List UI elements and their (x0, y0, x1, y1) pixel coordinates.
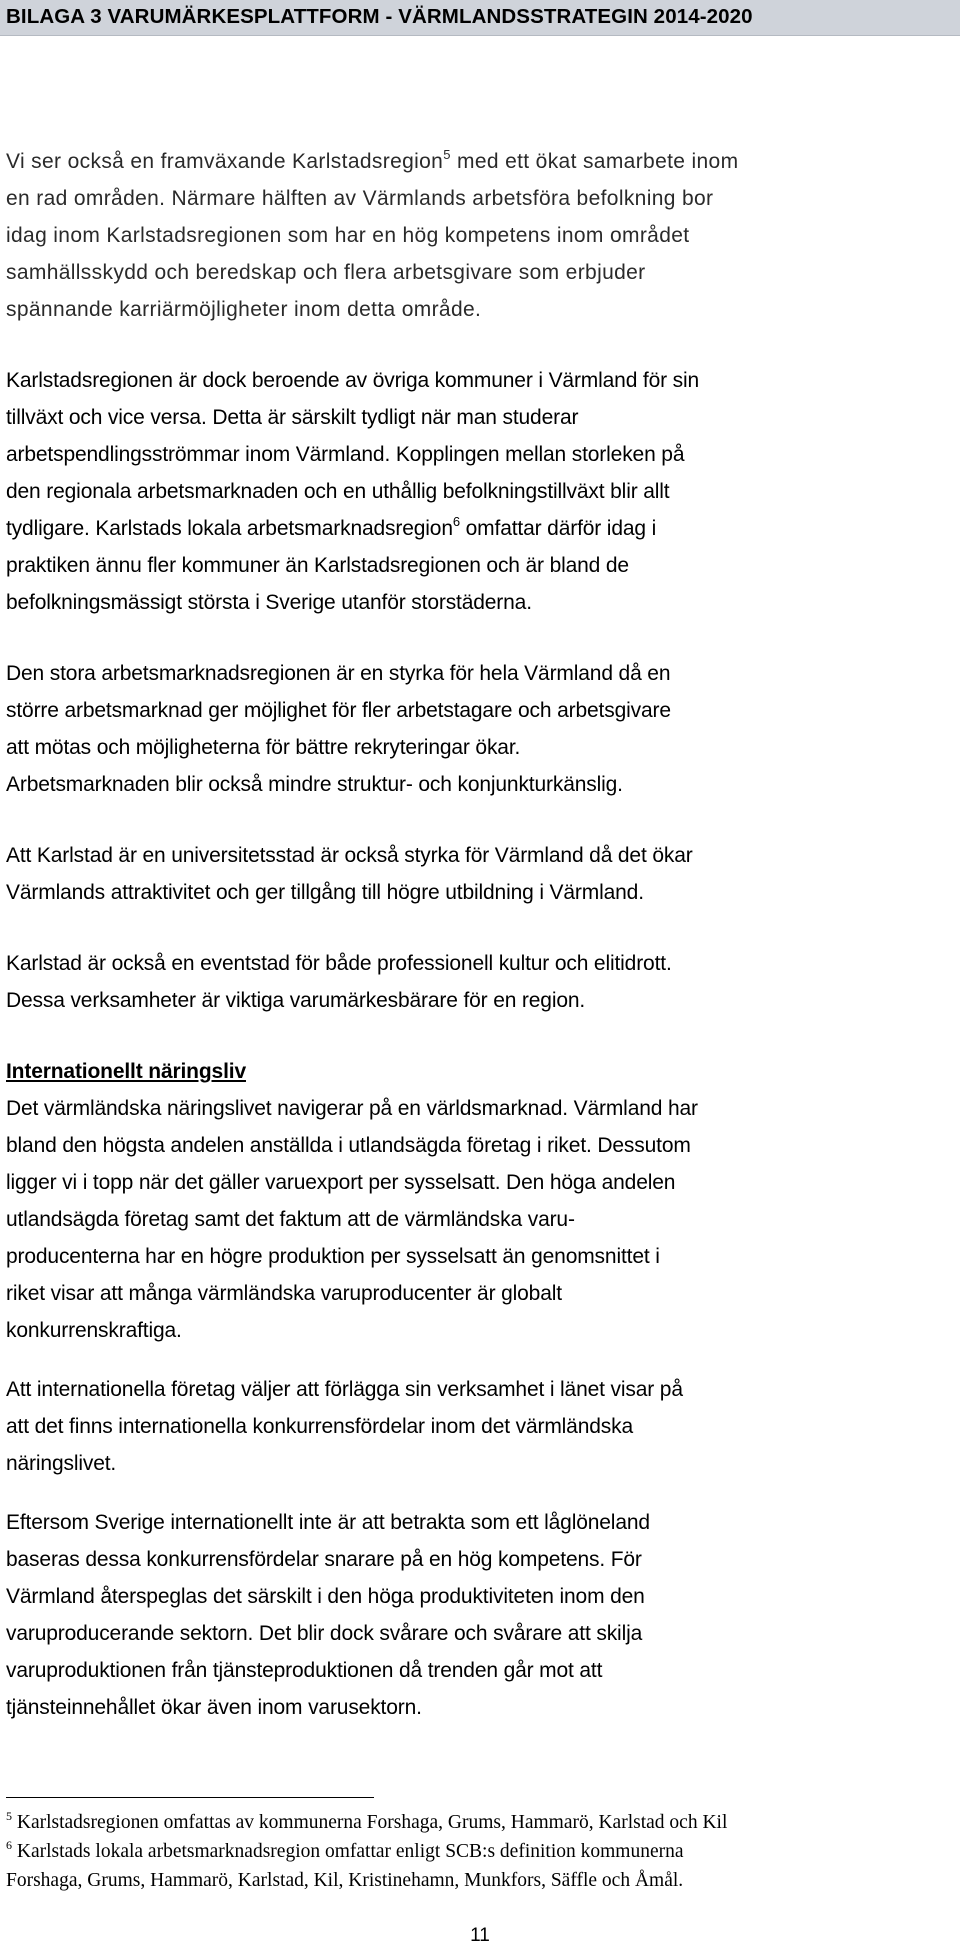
paragraph-dependency (6, 362, 958, 621)
paragraph-international-companies: Att internationella företag väljer att förlägga sin verksamhet i länet visar på att det finns internationella konkurrensfördelar inom det värmländska näringslivet. (6, 1378, 683, 1475)
footnote-5 (6, 1808, 958, 1837)
document-body (6, 143, 958, 1726)
paragraph-text: omfattar därför idag i praktiken ännu fler kommuner än Karlstadsregionen och är bland de befolkningsmässigt största i Sverige utanför storstäderna. (6, 517, 657, 614)
footnote-text: Karlstadsregionen omfattas av kommunerna Forshaga, Grums, Hammarö, Karlstad och Kil (12, 1812, 728, 1833)
footnote-text: Forshaga, Grums, Hammarö, Karlstad, Kil, Kristinehamn, Munkfors, Säffle och Åmål. (6, 1870, 684, 1891)
paragraph-labour-market: Den stora arbetsmarknadsregionen är en styrka för hela Värmland då en större arbetsmarknad ger möjlighet för fler arbetstagare och arbetsgivare att mötas och möjligheterna för bättre rekryteringar ökar. Arbetsmarknaden blir också mindre struktur- och konjunkturkänslig. (6, 662, 671, 796)
paragraph-text: Karlstadsregionen är dock beroende av övriga kommuner i Värmland för sin tillväxt och vice versa. Detta är särskilt tydligt när man studerar arbetspendlingsströmmar inom Värmland. Kopplingen mellan storleken på den regionala arbetsmarknaden och en uthållig befolkningstillväxt blir allt tydligare. Karlstads lokala arbetsmarknadsregion (6, 369, 700, 540)
footnote-divider (6, 1797, 374, 1798)
footnotes (6, 1797, 958, 1895)
footnote-6 (6, 1837, 958, 1866)
paragraph-events: Karlstad är också en eventstad för både professionell kultur och elitidrott. Dessa verksamheter är viktiga varumärkesbärare för en region. (6, 952, 672, 1012)
paragraph-competence: Eftersom Sverige internationellt inte är att betrakta som ett låglöneland baseras dessa konkurrensfördelar snarare på en hög kompetens. För Värmland återspeglas det särskilt i den höga produktiviteten inom den varuproducerande sektorn. Det blir dock svårare och svårare att skilja varuproduktionen från tjänsteproduktionen då trenden går mot att tjänsteinnehållet ökar även inom varusektorn. (6, 1511, 650, 1719)
paragraph-text: Vi ser också en framväxande Karlstadsregion (6, 150, 444, 173)
paragraph-text: med ett ökat samarbete inom en rad områden. Närmare hälften av Värmlands arbetsföra befolkning bor idag inom Karlstadsregionen som har en hög kompetens inom området samhällsskydd och beredskap och flera arbetsgivare som erbjuder spännande karriärmöjligheter inom detta område. (6, 150, 739, 321)
document-header (0, 0, 960, 36)
footnote-mark: 6 (6, 1838, 12, 1852)
section-heading: Internationellt näringsliv (6, 1060, 246, 1083)
footnote-ref-5[interactable]: 5 (443, 147, 451, 162)
header-title: BILAGA 3 VARUMÄRKESPLATTFORM - VÄRMLANDSSTRATEGIN 2014-2020 (6, 5, 753, 28)
paragraph-university: Att Karlstad är en universitetsstad är också styrka för Värmland då det ökar Värmlands attraktivitet och ger tillgång till högre utbildning i Värmland. (6, 844, 693, 904)
paragraph-karlstadsregion (6, 143, 958, 328)
footnote-ref-6[interactable]: 6 (452, 514, 460, 529)
footnote-mark: 5 (6, 1809, 12, 1823)
footnote-6-continued (6, 1866, 958, 1895)
footnote-text: Karlstads lokala arbetsmarknadsregion omfattar enligt SCB:s definition kommunerna (12, 1841, 684, 1862)
paragraph-world-market: Det värmländska näringslivet navigerar på en världsmarknad. Värmland har bland den högsta andelen anställda i utlandsägda företag i riket. Dessutom ligger vi i topp när det gäller varuexport per sysselsatt. Den höga andelen utlandsägda företag samt det faktum att de värmländska varu- producenterna har en högre produktion per sysselsatt än genomsnittet i riket visar att många värmländska varuproducenter är globalt konkurrenskraftiga. (6, 1097, 698, 1342)
page-number: 11 (470, 1925, 490, 1946)
